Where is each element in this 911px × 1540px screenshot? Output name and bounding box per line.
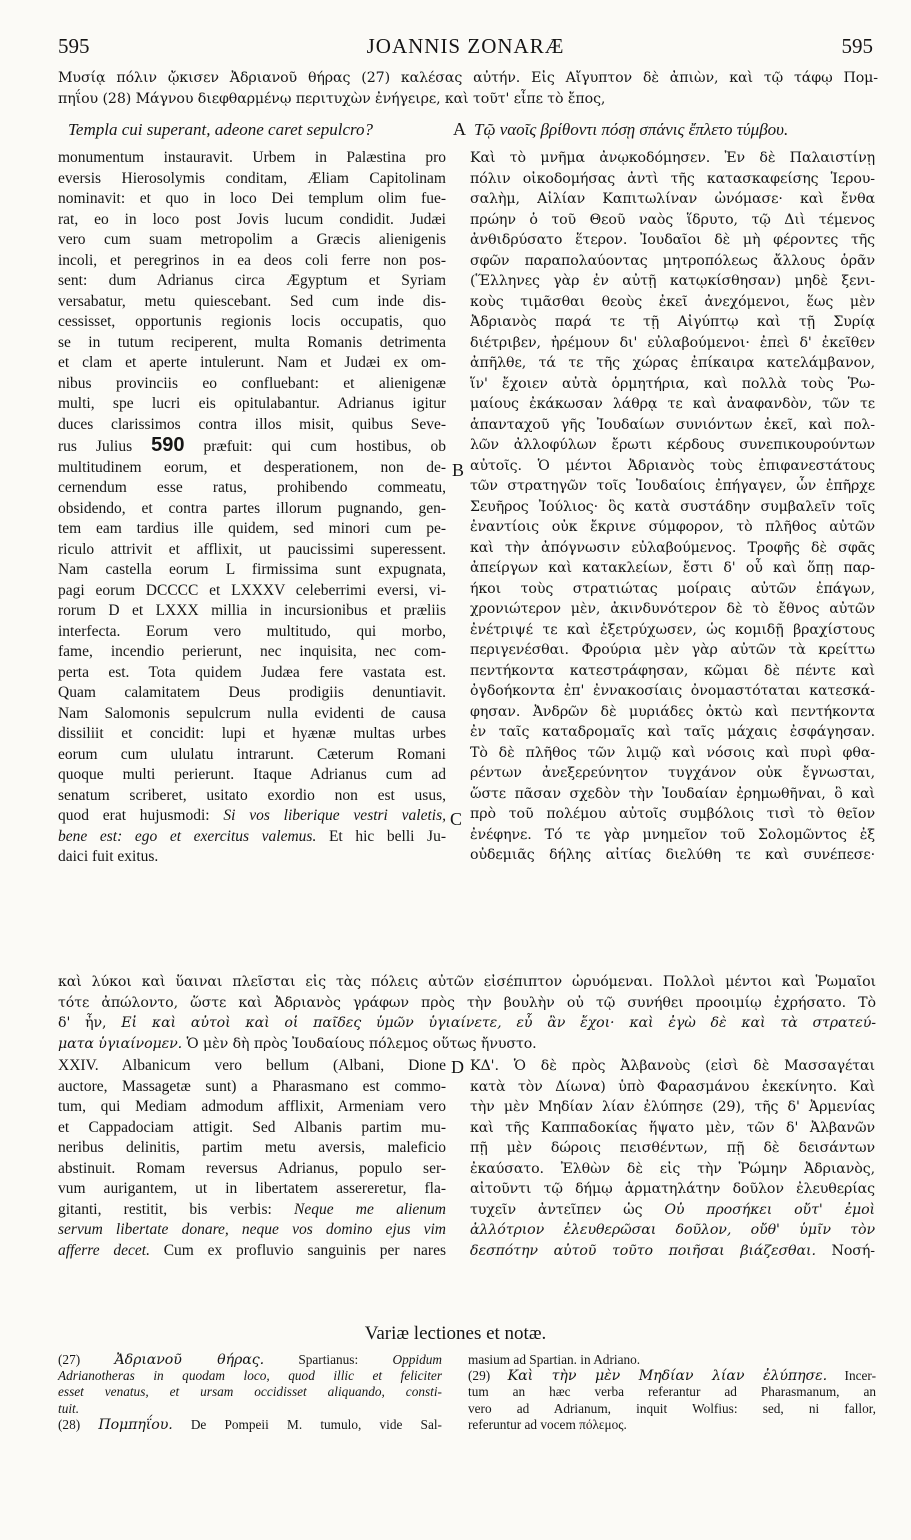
text-line: περιγενέσθαι. Φρούρια μὲν γὰρ αὐτῶν τὰ κρείττω (470, 642, 875, 658)
top-greek-block (58, 68, 878, 110)
text-line: duces clarissimos contra illos misit, quibus Seve- (58, 415, 446, 433)
text-line: daici fuit exitus. (58, 848, 159, 865)
text-line: rorum D et LXXX millia in incursionibus et præliis (58, 602, 446, 619)
text-line-quote: δεσπότην αὐτοῦ τοῦτο ποιῆσαι βιάζεσθαι. Νοσή- (470, 1242, 875, 1259)
note-27-line: tuit. (58, 1400, 80, 1416)
text-line: διέτριβεν, ἠρέμουν δι' εὐλαβούμενοι· ἐπεὶ δ' ἐκεῖθεν (470, 334, 875, 351)
note-28-continuation: masium ad Spartian. in Adriano. (468, 1352, 641, 1367)
text-line: XXIV. Albanicum vero bellum (Albani, Dione (58, 1057, 446, 1074)
note-27: (27) Ἀδριανοῦ θήρας. Spartianus: Oppidum (58, 1352, 443, 1368)
text-line: rat, eo in loco post Jovis lucum condidit. Judæi (58, 210, 446, 228)
text-line: κατὰ τὸν Δίωνα) ὑπὸ Φαρασμάνου ἐκεκίνητο. Καὶ (470, 1078, 875, 1095)
text-line: ἀνθιδρύσατο ἕτερον. Ἰουδαῖοι δὲ μὴ φέροντες τῆς (470, 232, 875, 248)
text-line: πόλιν οἰκοδομήσας ἀντὶ τῆς κατασκαφείσης Ἱερου- (470, 170, 875, 187)
text-line: πεντήκοντα κατεστράφησαν, κῶμαι δὲ πέντε καὶ (470, 662, 875, 679)
text-line: πρώην ὁ τοῦ Θεοῦ ναὸς ἵδρυτο, τῷ Διὶ τέμενος (470, 211, 875, 228)
text-line: riculo attrivit et afflixit, ut paucissimi superessent. (58, 540, 446, 558)
text-line: ΚΔ'. Ὁ δὲ πρὸς Ἀλβανοὺς (εἰσὶ δὲ Μασσαγέται (470, 1058, 875, 1074)
text-line: multi, spe lucri eis opitulabantur. Adrianus igitur (58, 395, 446, 412)
page-number-left: 595 (58, 34, 90, 58)
text-line: Quam calamitatem Deus prodigiis denuntiavit. (58, 684, 446, 701)
text-line: tem eam tardius ille quidem, sed minori cum pe- (58, 520, 446, 537)
text-line-quote: gitanti, restitit, bis verbis: Neque me alienum (58, 1200, 446, 1218)
text-line: ἀπῆλθε, τά τε τῆς χώρας ἐπίκαιρα κατελάμβανον, (470, 355, 875, 371)
text-line: quoque multi perierunt. Itaque Adrianus cum ad (58, 766, 446, 783)
text-line: καὶ τῆς Καππαδοκίας ἥψατο μὲν, τῶν δ' Ἀλβανῶν (470, 1119, 875, 1136)
text-line: Μυσίᾳ πόλιν ᾤκισεν Ἀδριανοῦ θήρας (27) καλέσας αὐτήν. Εἰς Αἴγυπτον δὲ ἀπιὼν, καὶ τῷ τάφῳ Πομ- (58, 70, 878, 86)
page-number-right: 595 (841, 34, 873, 58)
text-line: ὀγδοήκοντα ἐπ' ἐννακοσίαις ὀνομαστόταται κατεσκά- (470, 683, 875, 699)
text-line: cernendum esse ratus, prohibendo commeatu, (58, 479, 446, 496)
text-line: λῶν ἀλλοφύλων ἔρωτι κέρδους συνεπικουρούντων (470, 437, 875, 453)
text-line: αὐτοῖς. Ὁ μέντοι Ἀδριανὸς τοὺς ἐπιφανεστάτους (470, 457, 875, 474)
note-29-line: referuntur ad vocem πόλεμος. (468, 1416, 627, 1432)
text-line: se in tutum reciperent, multa Romanis detrimenta (58, 333, 446, 351)
text-line: ἐνέτριψέ τε καὶ ἐξετρύχωσεν, ὡς κομιδῇ βραχίστους (470, 621, 875, 638)
text-line-quote: quod erat hujusmodi: Si vos liberique vestri valetis, (58, 807, 446, 824)
text-line: monumentum instauravit. Urbem in Palæstina pro (58, 149, 446, 166)
text-line: αἰτοῦντι τῷ δήμῳ ἁρματηλάτην δοῦλον ἐλευθερίας (470, 1181, 875, 1197)
margin-letter-c: C (450, 809, 463, 829)
text-line: tum, qui Mediam admodum afflixit, Armeniam vero (58, 1098, 446, 1115)
text-line: ὥστε πᾶσαν σχεδὸν τὴν Ἰουδαίαν ἐρημωθῆναι, ὃ καὶ (470, 785, 875, 802)
text-line: sent: dum Adrianus circa Ægyptum et Syriam (58, 272, 446, 289)
text-line: senatum scriberet, usitato exordio non est usus, (58, 786, 446, 804)
text-line: auctore, Massagetæ sunt) a Pharasmano est commo- (58, 1077, 446, 1095)
text-line: τὴν μὲν Μηδίαν λίαν ἐλύπησε (29), τῆς δ' Ἀρμενίας (470, 1099, 875, 1115)
text-line: vero cum suam metropolim a Græcis alienigenis (58, 231, 446, 248)
notes-left-column (58, 1352, 442, 1433)
text-line: κοὺς τιμᾶσθαι θεοὺς ἐκεῖ ἀνεχόμενοι, ἕως μὲν (470, 293, 875, 310)
note-27-line: Adrianotheras in quodam loco, quod illic et feliciter (58, 1368, 442, 1384)
text-line: abstinuit. Romam reversus Adrianus, populo ser- (58, 1159, 446, 1177)
text-line: ἵν' ἔχοιεν αὐτὰ ὁρμητήρια, καὶ πολλὰ τοὺς Ῥω- (470, 375, 875, 392)
text-line: perta est. Tota quidem Judæa fere vastata est. (58, 663, 446, 681)
latin-main-column (58, 148, 446, 868)
note-27-line: esset venatus, et ursam occidisset aliquando, consti- (58, 1384, 442, 1400)
text-line-quote: δ' ἦν, Εἰ καὶ αὐτοὶ καὶ οἱ παῖδες ὑμῶν ὑγιαίνετε, εὖ ἂν ἔχοι· καὶ ἐγὼ δὲ καὶ τὰ στρατεύ- (58, 1015, 876, 1031)
text-line: χρονιώτερον μὲν, ἀκινδυνότερον δὲ τὸ ἔθνος αὐτῶν (470, 601, 875, 617)
text-line: ἐνέφηνε. Τό τε γὰρ μνημεῖον τοῦ Σολομῶντος ἐξ (470, 826, 875, 843)
latin-bottom-column (58, 1056, 446, 1261)
text-line-quote: ἀλλότριον ἐλευθερῶσαι δοῦλον, οὔθ' ὑμῖν τὸν (470, 1222, 875, 1238)
text-line: et Cappadociam attigit. Sed Albanis partim mu- (58, 1118, 446, 1136)
margin-letter-d: D (451, 1057, 464, 1077)
text-line: τῶν στρατηγῶν τοῖς Ἰουδαίοις ἐπήγαγεν, ὧν ἐπῆρχε (470, 478, 875, 494)
text-line: πηΐου (28) Μάγνου διεφθαρμένῳ περιτυχὼν ἐνήγειρε, καὶ τοῦτ' εἶπε τὸ ἔπος, (58, 91, 606, 107)
greek-bottom-column (470, 1056, 875, 1261)
text-line-quote: ματα ὑγιαίνομεν. Ὁ μὲν δὴ πρὸς Ἰουδαίους πόλεμος οὕτως ἤνυστο. (58, 1035, 537, 1052)
text-line: φησαν. Ἀνδρῶν δὲ μυριάδες ὀκτὼ καὶ πεντήκοντα (470, 703, 875, 720)
text-line: πῇ μὲν δώροις πεισθέντων, πῇ δὲ δεισάντων (470, 1140, 875, 1156)
text-line: multitudinem eorum, et desperationem, non de- (58, 458, 446, 476)
text-line-quote: servum libertate donare, neque vos domino ejus vim (58, 1221, 446, 1238)
text-line: vum aurigantem, ut in libertatem assereretur, fla- (58, 1180, 446, 1197)
text-line: incoli, et peregrinos in ea deos coli ferre non pos- (58, 251, 446, 269)
notes-right-column (468, 1352, 876, 1433)
note-29: (29) Καὶ τὴν μὲν Μηδίαν λίαν ἐλύπησε. Incer- (468, 1368, 877, 1385)
text-line: ήκοι τοὺς στρατιώτας μοίραις αὐτῶν ἐπάγων, (470, 580, 875, 597)
text-line: καὶ λύκοι καὶ ὕαιναι πλεῖσται εἰς τὰς πόλεις αὐτῶν εἰσέπιπτον ὠρυόμεναι. Πολλοὶ μέντοι καὶ Ῥωμαῖοι (58, 974, 876, 990)
text-line: neribus delinitis, partim metu aversis, maleficio (58, 1139, 446, 1156)
running-title: JOANNIS ZONARÆ (366, 34, 565, 58)
text-line: Σευῆρος Ἰούλιος· ὃς κατὰ συστάδην συμβαλεῖν τοῖς (470, 498, 875, 515)
text-line: interfecta. Eorum vero multitudo, qui morbo, (58, 622, 446, 640)
text-line: versabatur, metu quiescebant. Sed cum inde dis- (58, 292, 446, 310)
text-line: eversis Hierosolymis conditam, Æliam Capitolinam (58, 169, 446, 187)
text-line: fame, incendio perierunt, nec inquisita, nec com- (58, 643, 446, 660)
text-line: καὶ τὴν ἀπόγνωσιν εὐλαβούμενος. Τροφῆς δὲ σφᾶς (470, 539, 875, 556)
text-line-quote: afferre decet. Cum ex profluvio sanguinis per nares (58, 1241, 446, 1259)
text-line: ἁπανταχοῦ γῆς Ἰουδαίων συνιόντων ἐκεῖ, καὶ πολ- (470, 416, 875, 433)
greek-wide-block (58, 972, 876, 1054)
text-line-quote: bene est: ego et exercitus valemus. Et hic belli Ju- (58, 827, 446, 845)
text-line: ἐναντίοις οὐκ ἔκρινε σύμφορον, τὸ πλῆθος αὐτῶν (470, 519, 875, 535)
text-line-quote: τυχεῖν ἀντεῖπεν ὡς Οὐ προσήκει οὔτ' ἐμοὶ (470, 1201, 875, 1218)
text-line: nominavit: et quo in loco Dei templum olim fue- (58, 190, 446, 207)
note-29-line: tum an hæc verba referantur ad Pharasmanum, an (468, 1384, 876, 1400)
text-line: ἐν ταῖς καταδρομαῖς καὶ ταῖς μάχαις ἐσφάγησαν. (470, 724, 875, 740)
text-line: Nam Salomonis sepulcrum nulla evidenti de causa (58, 704, 446, 722)
text-line: nibus provinciis eo confluebant: et alienigenæ (58, 374, 446, 392)
text-line: οὐδεμιᾶς δήλης αἰτίας διελύθη τε καὶ συνέπεσε· (470, 847, 875, 863)
notes-heading: Variæ lectiones et notæ. (364, 1323, 547, 1344)
text-line: μαίους ἐκάκωσαν λάθρᾳ τε καὶ ἀναφανδὸν, τῶν τε (470, 396, 875, 412)
text-line: pagi eorum DCCCC et LXXXV celeberrimi eversi, vi- (58, 581, 446, 599)
text-line: τότε ἀπώλοντο, ὥστε καὶ Ἀδριανὸς γράφων πρὸς τὴν βουλὴν οὐ τῷ συνήθει προοιμίῳ ἐχρήσατο. Τὸ (58, 994, 876, 1011)
text-line: ἀπείργων καὶ κατακλείων, ἔστι δ' οὗ καὶ ὅπῃ παρ- (470, 560, 875, 576)
text-line: Τὸ δὲ πλῆθος τῶν λιμῷ καὶ νόσοις καὶ πυρὶ φθα- (470, 744, 875, 761)
text-line: ἐκαύσατο. Ἐλθὼν δὲ εἰς τὴν Ῥώμην Ἀδριανὸς, (470, 1160, 875, 1177)
text-line: Nam castella eorum L firmissima sunt expugnata, (58, 561, 446, 578)
text-line: σφῶν παραπολαύοντας μητροπόλεως ἄλλους ὁρᾶν (470, 252, 875, 269)
text-line-590: rus Julius 590 præfuit: qui cum hostibus, ob (58, 435, 446, 456)
text-line: Ἀδριανὸς παρά τε τῇ Αἰγύπτῳ καὶ τῇ Συρίᾳ (470, 314, 875, 330)
text-line: πρὸ τοῦ πολέμου αὐτοῖς συμβόλοις τισὶ τὸ θεῖον (470, 806, 875, 822)
column-number-590: 590 (151, 435, 185, 456)
text-line: cessisset, opportunis regionis locis occupatis, quo (58, 313, 446, 330)
text-line: dissiliit et concidit: lupi et hyænæ multas urbes (58, 725, 446, 742)
verse-latin: Templa cui superant, adeone caret sepulcro? (68, 120, 374, 139)
margin-letter-a: A (453, 119, 466, 139)
text-line: obsidendo, et contra partes illorum pugnando, gen- (58, 499, 446, 517)
note-28: (28) Πομπηΐου. De Pompeii M. tumulo, vide Sal- (58, 1416, 442, 1433)
text-line: (Ἕλληνες γὰρ ἐν αὐτῇ κατῳκίσθησαν) μηδὲ ξενι- (470, 273, 875, 289)
text-line: Καὶ τὸ μνῆμα ἀνῳκοδόμησεν. Ἐν δὲ Παλαιστίνῃ (470, 150, 875, 166)
margin-letter-b: B (452, 460, 465, 480)
note-29-line: vero ad Adrianum, inquit Wolfius: sed, ni fallor, (468, 1400, 876, 1416)
verse-greek: Τῷ ναοῖς βρίθοντι πόσῃ σπάνις ἔπλετο τύμβου. (474, 120, 789, 139)
text-line: et clam et aperte intulerunt. Nam et Judæi ex om- (58, 354, 446, 371)
text-line: ρέντων ἀνεξερεύνητον τυγχάνον οὐκ ἔγνωσται, (470, 765, 875, 781)
page-header (58, 34, 873, 64)
greek-main-column (470, 148, 875, 866)
text-line: σαλὴμ, Αἰλίαν Καπιτωλίναν ὠνόμασε· καὶ ἔνθα (470, 191, 875, 207)
text-line: eorum cum ululatu intrarunt. Cæterum Romani (58, 745, 446, 763)
